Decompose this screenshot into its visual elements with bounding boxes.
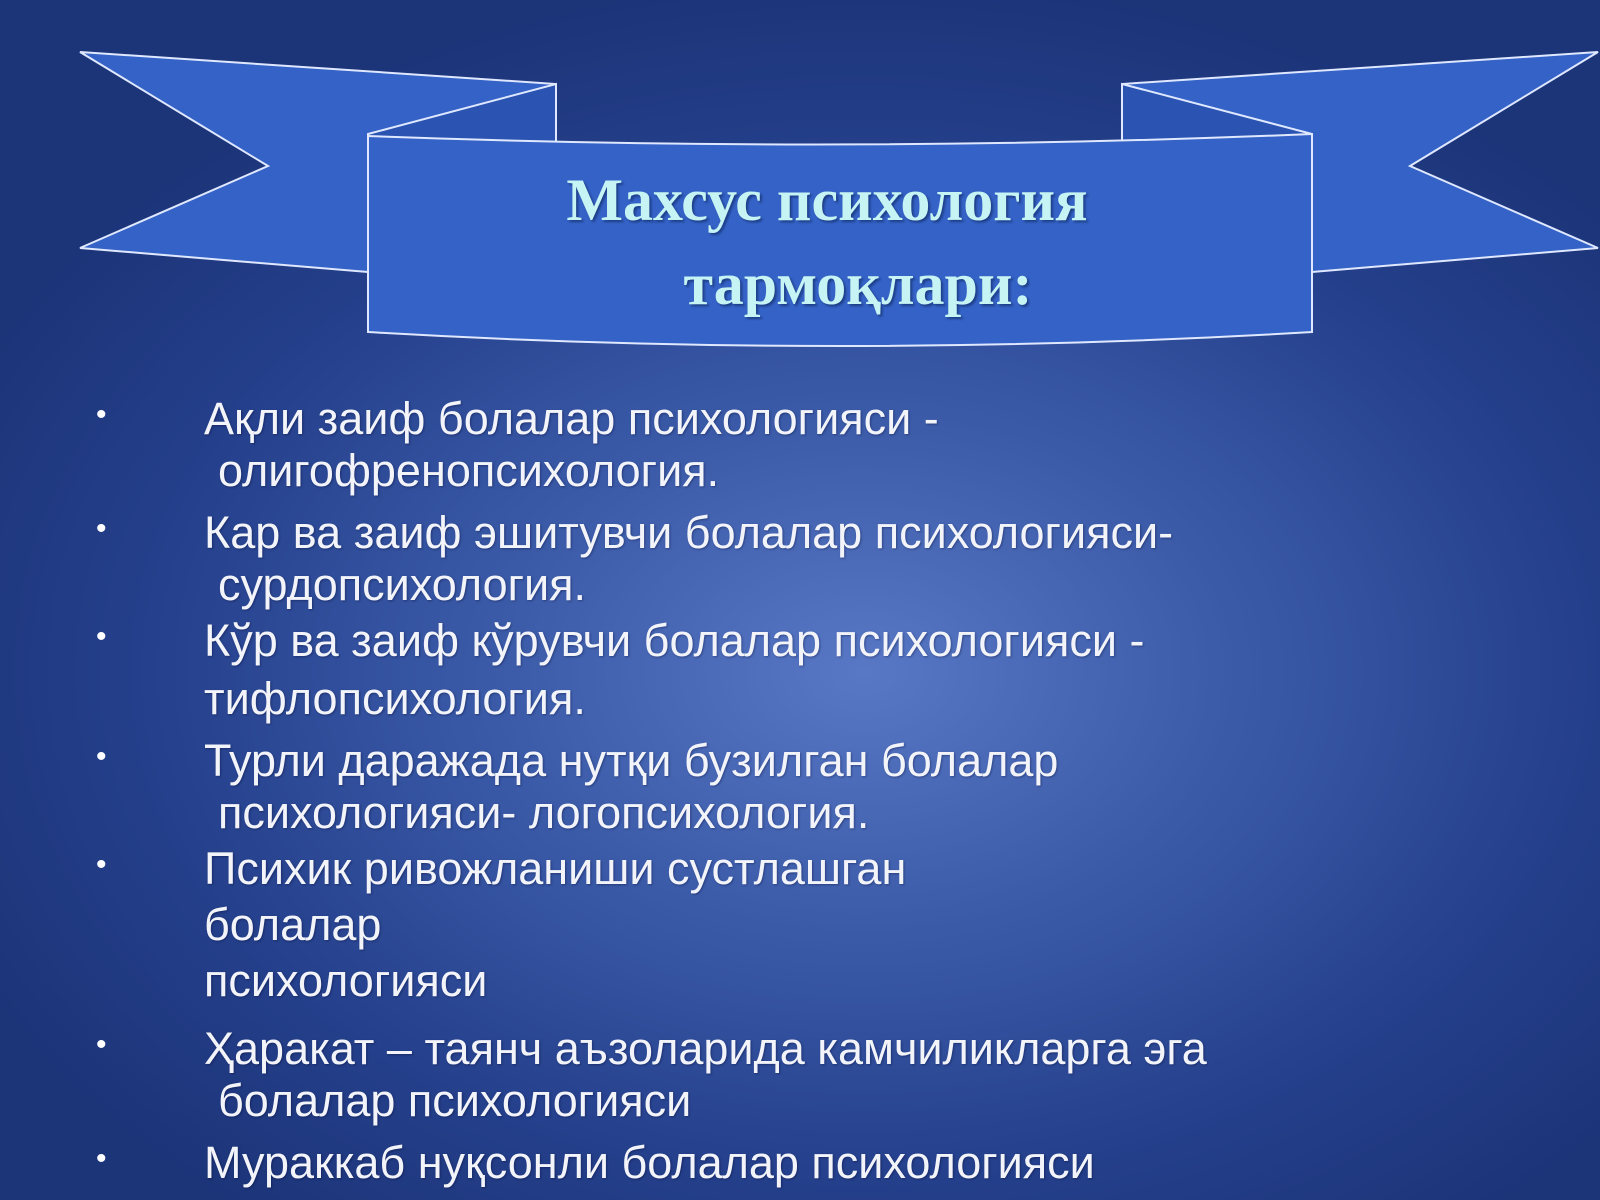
item-line: тифлопсихология. (204, 673, 586, 724)
item-line: олигофренопсихология. (218, 445, 720, 496)
item-line: Кар ва заиф эшитувчи болалар психологияси- (204, 507, 1174, 558)
item-line: болалар психологияси (218, 1075, 692, 1126)
bullet-dot-icon: • (96, 512, 107, 545)
title-line-1: Махсус психология (566, 167, 1088, 233)
item-line: Ақли заиф болалар психологияси - (204, 393, 939, 444)
item-line: сурдопсихология. (218, 559, 587, 610)
bullet-dot-icon: • (96, 398, 107, 431)
item-line: Турли даражада нутқи бузилган болалар (204, 735, 1059, 786)
bullet-dot-icon: • (96, 848, 107, 881)
item-line: Кўр ва заиф кўрувчи болалар психологияси - (204, 615, 1145, 666)
item-line: Мураккаб нуқсонли болалар психологияси (204, 1137, 1095, 1188)
bullet-dot-icon: • (96, 1028, 107, 1061)
bullet-dot-icon: • (96, 740, 107, 773)
bullet-dot-icon: • (96, 620, 107, 653)
title-line-2: тармоқлари: (683, 251, 1033, 317)
item-line: психологияси (204, 955, 488, 1006)
item-line: Психик ривожланиши сустлашган (204, 843, 907, 894)
item-line: психологияси- логопсихология. (218, 787, 870, 838)
bullet-dot-icon: • (96, 1142, 107, 1175)
item-line: болалар (204, 899, 382, 950)
item-line: Ҳаракат – таянч аъзоларида камчиликларга эга (204, 1023, 1207, 1074)
